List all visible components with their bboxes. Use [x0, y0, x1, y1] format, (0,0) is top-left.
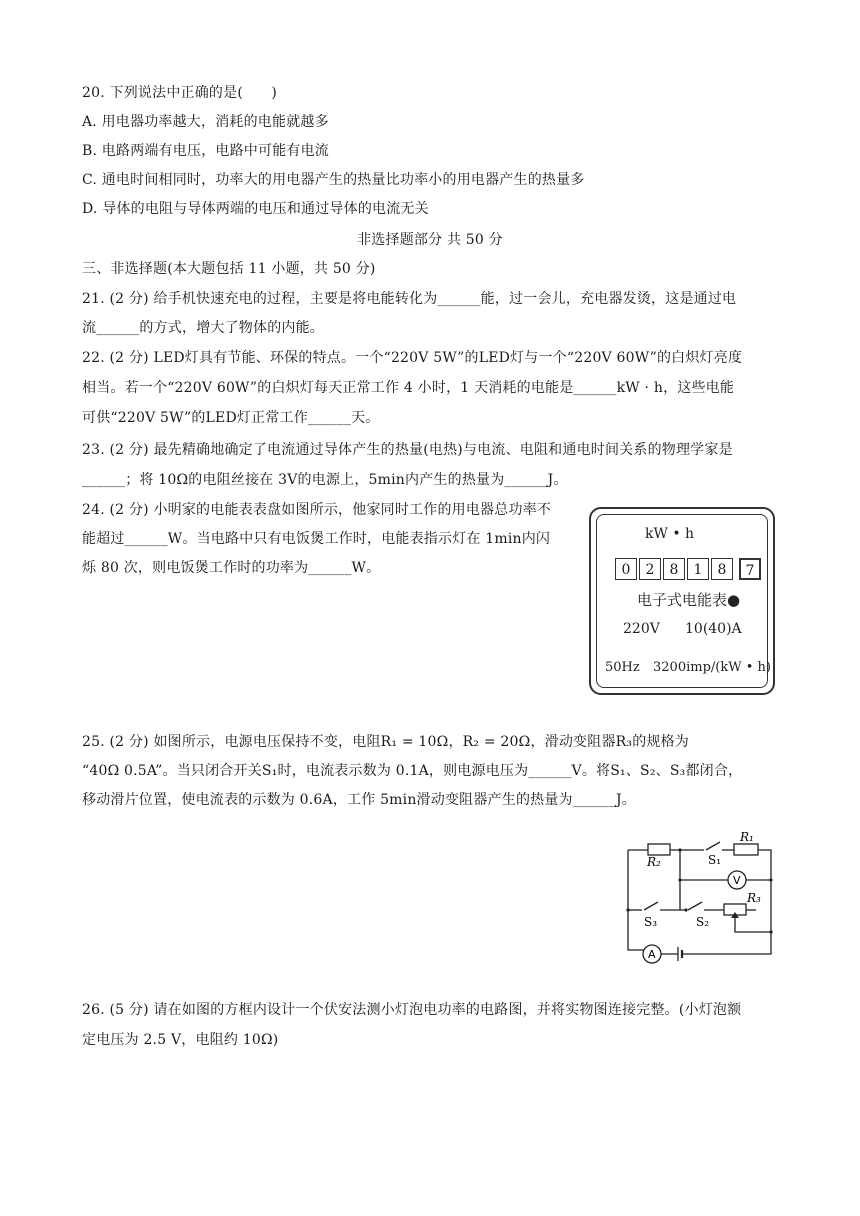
q20-option-d: D. 导体的电阻与导体两端的电压和通过导体的电流无关: [82, 201, 429, 217]
label-s3: S₃: [644, 915, 658, 929]
meter-unit: kW • h: [645, 526, 695, 542]
q22-line-1: 22. (2 分) LED灯具有节能、环保的特点。一个“220V 5W”的LED灯与一个“220V 60W”的白炽灯亮度: [82, 350, 743, 366]
resistor-r2: [648, 844, 670, 855]
q24-line-2: 能超过______W。当电路中只有电饭煲工作时，电能表指示灯在 1min内闪: [82, 531, 551, 547]
q20-option-a: A. 用电器功率越大，消耗的电能就越多: [82, 114, 329, 130]
q21-line-1: 21. (2 分) 给手机快速充电的过程，主要是将电能转化为______能，过一会儿，充电器发烫，这是通过电: [82, 291, 737, 307]
label-s1: S₁: [708, 853, 722, 867]
q26-line-1: 26. (5 分) 请在如图的方框内设计一个伏安法测小灯泡电功率的电路图，并将实物图连接完整。(小灯泡额: [82, 1002, 742, 1018]
meter-digit: 0: [615, 558, 637, 580]
q25-line-3: 移动滑片位置，使电流表的示数为 0.6A，工作 5min滑动变阻器产生的热量为______J。: [82, 792, 636, 808]
meter-name: 电子式电能表●: [637, 591, 741, 609]
meter-current: 10(40)A: [685, 621, 742, 637]
meter-digit: 8: [663, 558, 685, 580]
label-a: A: [648, 948, 656, 961]
q25-line-2: “40Ω 0.5A”。当只闭合开关S₁时，电流表示数为 0.1A，则电源电压为______V。将S₁、S₂、S₃都闭合，: [82, 763, 743, 779]
q20-option-c: C. 通电时间相同时，功率大的用电器产生的热量比功率小的用电器产生的热量多: [82, 172, 585, 188]
q21-line-2: 流______的方式，增大了物体的内能。: [82, 320, 324, 336]
electric-meter-figure: [589, 507, 775, 695]
q25-line-1: 25. (2 分) 如图所示，电源电压保持不变，电阻R₁ = 10Ω，R₂ = 20Ω，滑动变阻器R₃的规格为: [82, 734, 690, 750]
label-s2: S₂: [696, 915, 710, 929]
q22-line-3: 可供“220V 5W”的LED灯正常工作______天。: [82, 410, 380, 426]
meter-voltage: 220V: [623, 621, 660, 637]
label-r3: R₃: [747, 891, 761, 905]
meter-digit: 8: [711, 558, 733, 580]
q24-line-1: 24. (2 分) 小明家的电能表表盘如图所示，他家同时工作的用电器总功率不: [82, 502, 552, 518]
q20-stem: 20. 下列说法中正确的是( ): [82, 85, 278, 101]
meter-digit: 1: [687, 558, 709, 580]
q22-line-2: 相当。若一个“220V 60W”的白炽灯每天正常工作 4 小时，1 天消耗的电能是______kW · h，这些电能: [82, 380, 735, 396]
meter-impulse: 3200imp/(kW • h): [653, 660, 771, 675]
meter-digit-decimal: 7: [739, 558, 761, 580]
q23-line-1: 23. (2 分) 最先精确地确定了电流通过导体产生的热量(电热)与电流、电阻和通电时间关系的物理学家是: [82, 442, 733, 458]
circuit-diagram: [616, 828, 781, 968]
label-v: V: [733, 874, 741, 887]
meter-inner-frame: [596, 514, 771, 688]
q20-option-b: B. 电路两端有电压，电路中可能有电流: [82, 143, 329, 159]
label-r2: R₂: [647, 855, 661, 869]
section-title: 三、非选择题(本大题包括 11 小题，共 50 分): [82, 261, 376, 277]
meter-frequency: 50Hz: [605, 660, 640, 675]
resistor-r1: [734, 844, 758, 855]
meter-digit: 2: [639, 558, 661, 580]
q26-line-2: 定电压为 2.5 V，电阻约 10Ω): [82, 1032, 279, 1048]
q23-line-2: ______；将 10Ω的电阻丝接在 3V的电源上，5min内产生的热量为______J。: [82, 472, 568, 488]
q24-line-3: 烁 80 次，则电饭煲工作时的功率为______W。: [82, 560, 381, 576]
label-r1: R₁: [740, 830, 754, 844]
part-title: 非选择题部分 共 50 分: [357, 232, 503, 248]
meter-digits: [615, 558, 763, 580]
